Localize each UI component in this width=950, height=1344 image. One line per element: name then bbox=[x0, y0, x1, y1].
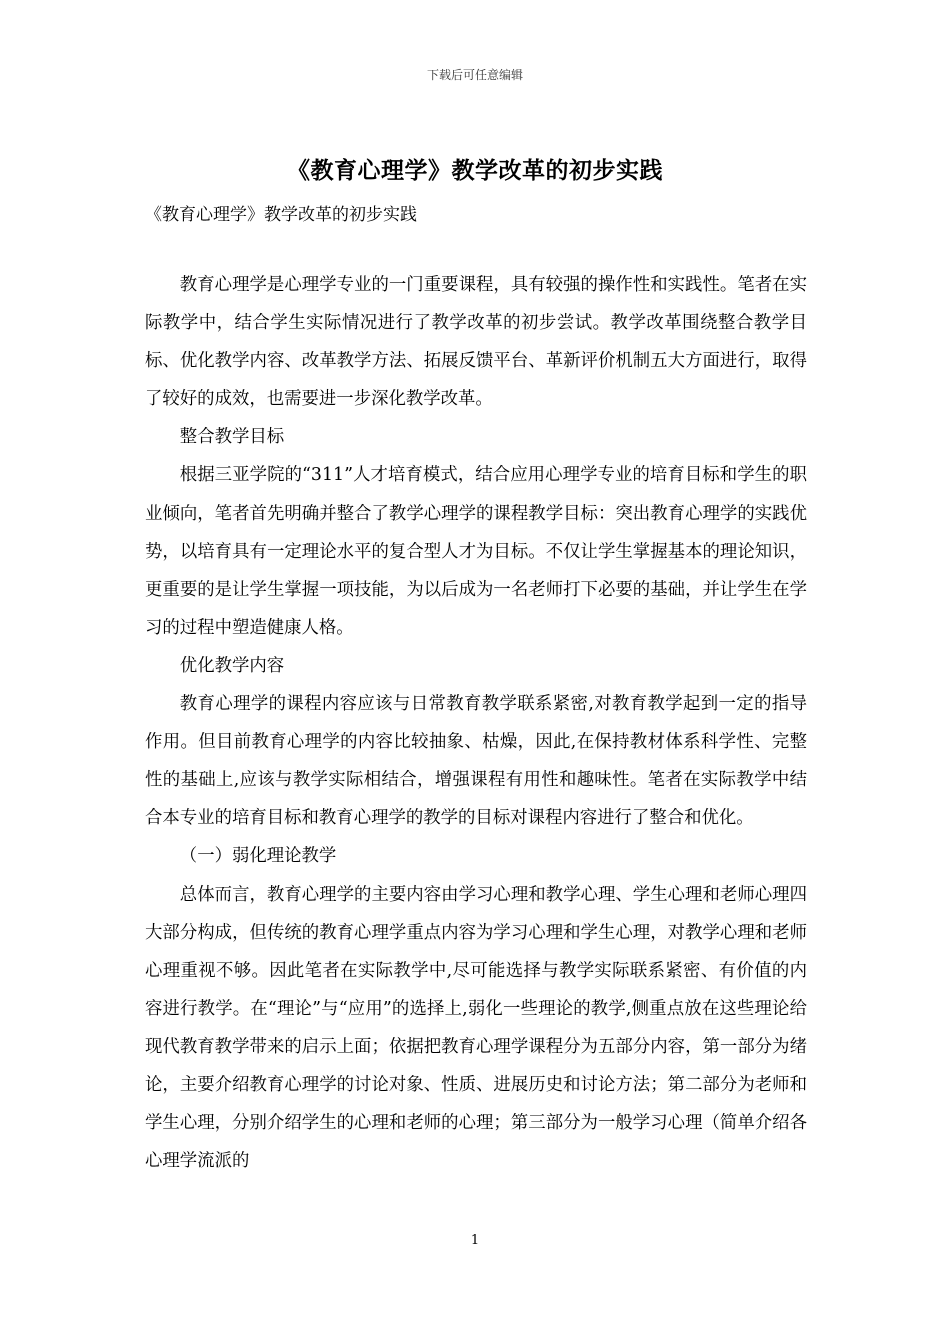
paragraph-integrate-goals: 根据三亚学院的“311”人才培育模式，结合应用心理学专业的培育目标和学生的职业倾向，笔者首先明确并整合了教学心理学的课程教学目标：突出教育心理学的实践优势，以培育具有一定理论水平的复合型人才为目标。不仅让学生掌握基本的理论知识，更重要的是让学生掌握一项技能，为以后成为一名老师打下必要的基础，并让学生在学习的过程中塑造健康人格。 bbox=[145, 465, 807, 638]
subsection-heading-weaken-theory: （一）弱化理论教学 bbox=[179, 846, 337, 867]
page-header-note: 下载后可任意编辑 bbox=[426, 68, 523, 82]
paragraph-weaken-theory: 总体而言，教育心理学的主要内容由学习心理和教学心理、学生心理和老师心理四大部分构成，但传统的教育心理学重点内容为学习心理和学生心理，对教学心理和老师心理重视不够。因此笔者在实际教学中,尽可能选择与教学实际联系紧密、有价值的内容进行教学。在“理论”与“应用”的选择上,弱化一些理论的教学,侧重点放在这些理论给现代教育教学带来的启示上面；依据把教育心理学课程分为五部分内容，第一部分为绪论，主要介绍教育心理学的讨论对象、性质、进展历史和讨论方法；第二部分为老师和学生心理，分别介绍学生的心理和老师的心理；第三部分为一般学习心理（简单介绍各心理学流派的 bbox=[145, 884, 807, 1172]
page-number: 1 bbox=[470, 1233, 480, 1248]
section-heading-optimize-content: 优化教学内容 bbox=[179, 655, 285, 676]
paragraph-intro: 教育心理学是心理学专业的一门重要课程，具有较强的操作性和实践性。笔者在实际教学中，结合学生实际情况进行了教学改革的初步尝试。教学改革围绕整合教学目标、优化教学内容、改革教学方法、拓展反馈平台、革新评价机制五大方面进行，取得了较好的成效，也需要进一步深化教学改革。 bbox=[145, 275, 807, 410]
document-title: 《教育心理学》教学改革的初步实践 bbox=[287, 157, 663, 184]
document-subtitle: 《教育心理学》教学改革的初步实践 bbox=[145, 205, 417, 225]
paragraph-optimize-content: 教育心理学的课程内容应该与日常教育教学联系紧密,对教育教学起到一定的指导作用。但目前教育心理学的内容比较抽象、枯燥，因此,在保持教材体系科学性、完整性的基础上,应该与教学实际相结合，增强课程有用性和趣味性。笔者在实际教学中结合本专业的培育目标和教育心理学的教学的目标对课程内容进行了整合和优化。 bbox=[145, 694, 807, 829]
document-body bbox=[145, 266, 807, 1180]
section-heading-integrate-goals: 整合教学目标 bbox=[179, 427, 285, 448]
